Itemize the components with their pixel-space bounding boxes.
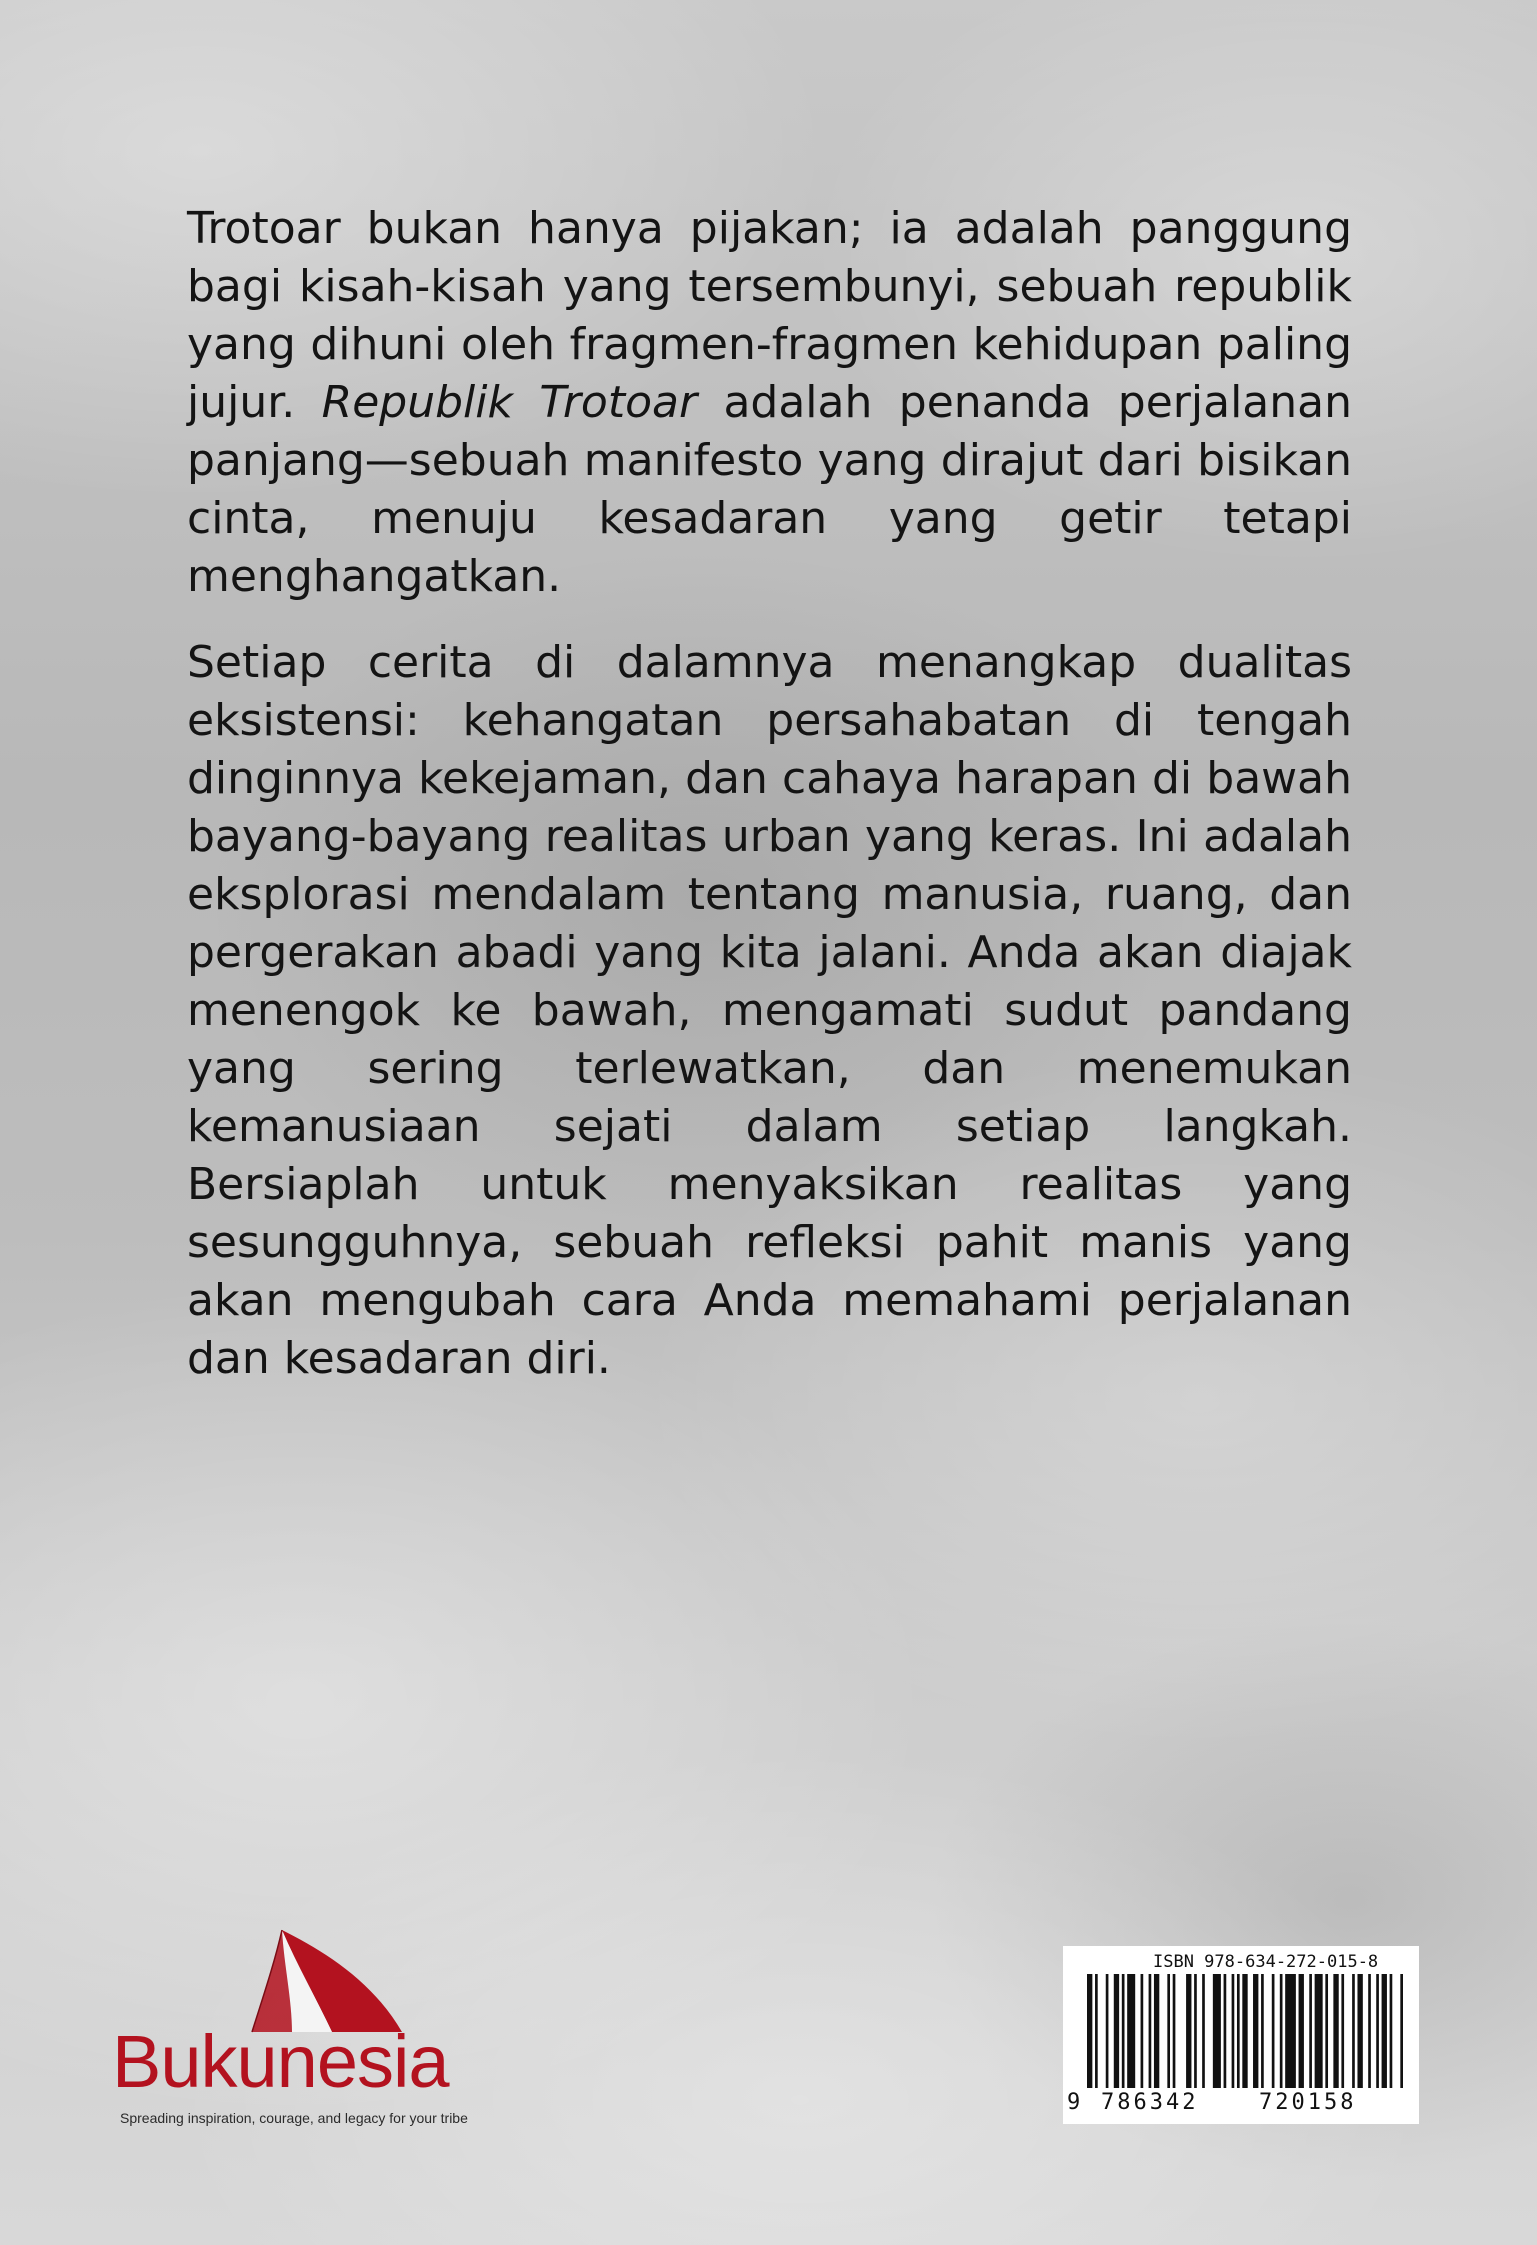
barcode-bar — [1333, 1974, 1338, 2088]
barcode-bar — [1095, 1974, 1098, 2088]
barcode-bar — [1285, 1974, 1296, 2088]
barcode-bar — [1325, 1974, 1328, 2088]
barcode-bar — [1194, 1974, 1197, 2088]
barcode-bar — [1382, 1974, 1387, 2088]
barcode-bar — [1213, 1974, 1221, 2088]
barcode-bar — [1368, 1974, 1371, 2088]
barcode-bar — [1299, 1974, 1304, 2088]
barcode-bar — [1242, 1974, 1247, 2088]
barcode-bar — [1315, 1974, 1323, 2088]
barcode-bar — [1232, 1974, 1235, 2088]
barcode-bar — [1173, 1974, 1176, 2088]
isbn-digit-first: 9 — [1067, 2090, 1081, 2115]
barcode-bar — [1390, 1974, 1393, 2088]
barcode-bar — [1309, 1974, 1312, 2088]
barcode-bar — [1202, 1974, 1205, 2088]
isbn-label: ISBN 978-634-272-015-8 — [1153, 1952, 1379, 1972]
barcode-bar — [1341, 1974, 1344, 2088]
barcode-bar — [1224, 1974, 1227, 2088]
barcode-bar — [1154, 1974, 1159, 2088]
barcode-bar — [1357, 1974, 1362, 2088]
barcode-bar — [1400, 1974, 1403, 2088]
blurb-paragraph-1 — [187, 200, 1352, 606]
barcode-bar — [1087, 1974, 1092, 2088]
isbn-digits-right: 720158 — [1259, 2090, 1357, 2115]
blurb-paragraph-2: Setiap cerita di dalamnya menangkap dualitas eksistensi: kehangatan persahabatan di tengah dinginnya kekejaman, dan cahaya harapan di bawah bayang-bayang realitas urban yang keras. Ini adalah eksplorasi mendalam tentang manusia, ruang, dan pergerakan abadi yang kita jalani. Anda akan diajak menengok ke bawah, mengamati sudut pandang yang sering terlewatkan, dan menemukan kemanusiaan sejati dalam setiap langkah. Bersiaplah untuk menyaksikan realitas yang sesungguhnya, sebuah refleksi pahit manis yang akan mengubah cara Anda memahami perjalanan dan kesadaran diri. — [187, 637, 1352, 1384]
barcode-bar — [1352, 1974, 1355, 2088]
blurb-p1-rest: adalah penanda perjalanan panjang—sebuah manifesto yang dirajut dari bisikan cinta, menuju kesadaran yang getir tetapi menghangatkan. — [187, 377, 1352, 602]
page-curl-icon — [222, 1920, 412, 2035]
barcode-bar — [1127, 1974, 1135, 2088]
publisher-tagline: Spreading inspiration, courage, and legacy for your tribe — [120, 2110, 468, 2126]
barcode-bar — [1237, 1974, 1240, 2088]
barcode-bar — [1122, 1974, 1125, 2088]
barcode-bar — [1106, 1974, 1109, 2088]
isbn-digits-left: 786342 — [1101, 2090, 1199, 2115]
barcode-bar — [1272, 1974, 1275, 2088]
barcode-bar — [1149, 1974, 1152, 2088]
barcode-bar — [1280, 1974, 1283, 2088]
barcode-bar — [1141, 1974, 1144, 2088]
barcode-bar — [1261, 1974, 1264, 2088]
isbn-barcode-block — [1063, 1946, 1419, 2124]
blurb-p1-lead: Trotoar bukan hanya pijakan; ia adalah panggung bagi kisah-kisah yang tersembunyi, sebuah republik yang dihuni oleh fragmen-fragmen kehidupan paling jujur. — [187, 203, 1352, 428]
barcode-bar — [1186, 1974, 1191, 2088]
barcode-bar — [1167, 1974, 1170, 2088]
publisher-name: Bukunesia — [112, 2020, 449, 2103]
barcode-bar — [1114, 1974, 1119, 2088]
book-title-italic: Republik Trotoar — [321, 377, 698, 428]
publisher-logo — [112, 1920, 492, 2126]
barcode — [1087, 1974, 1403, 2088]
barcode-bar — [1253, 1974, 1258, 2088]
barcode-bar — [1376, 1974, 1379, 2088]
blurb — [187, 200, 1352, 1416]
